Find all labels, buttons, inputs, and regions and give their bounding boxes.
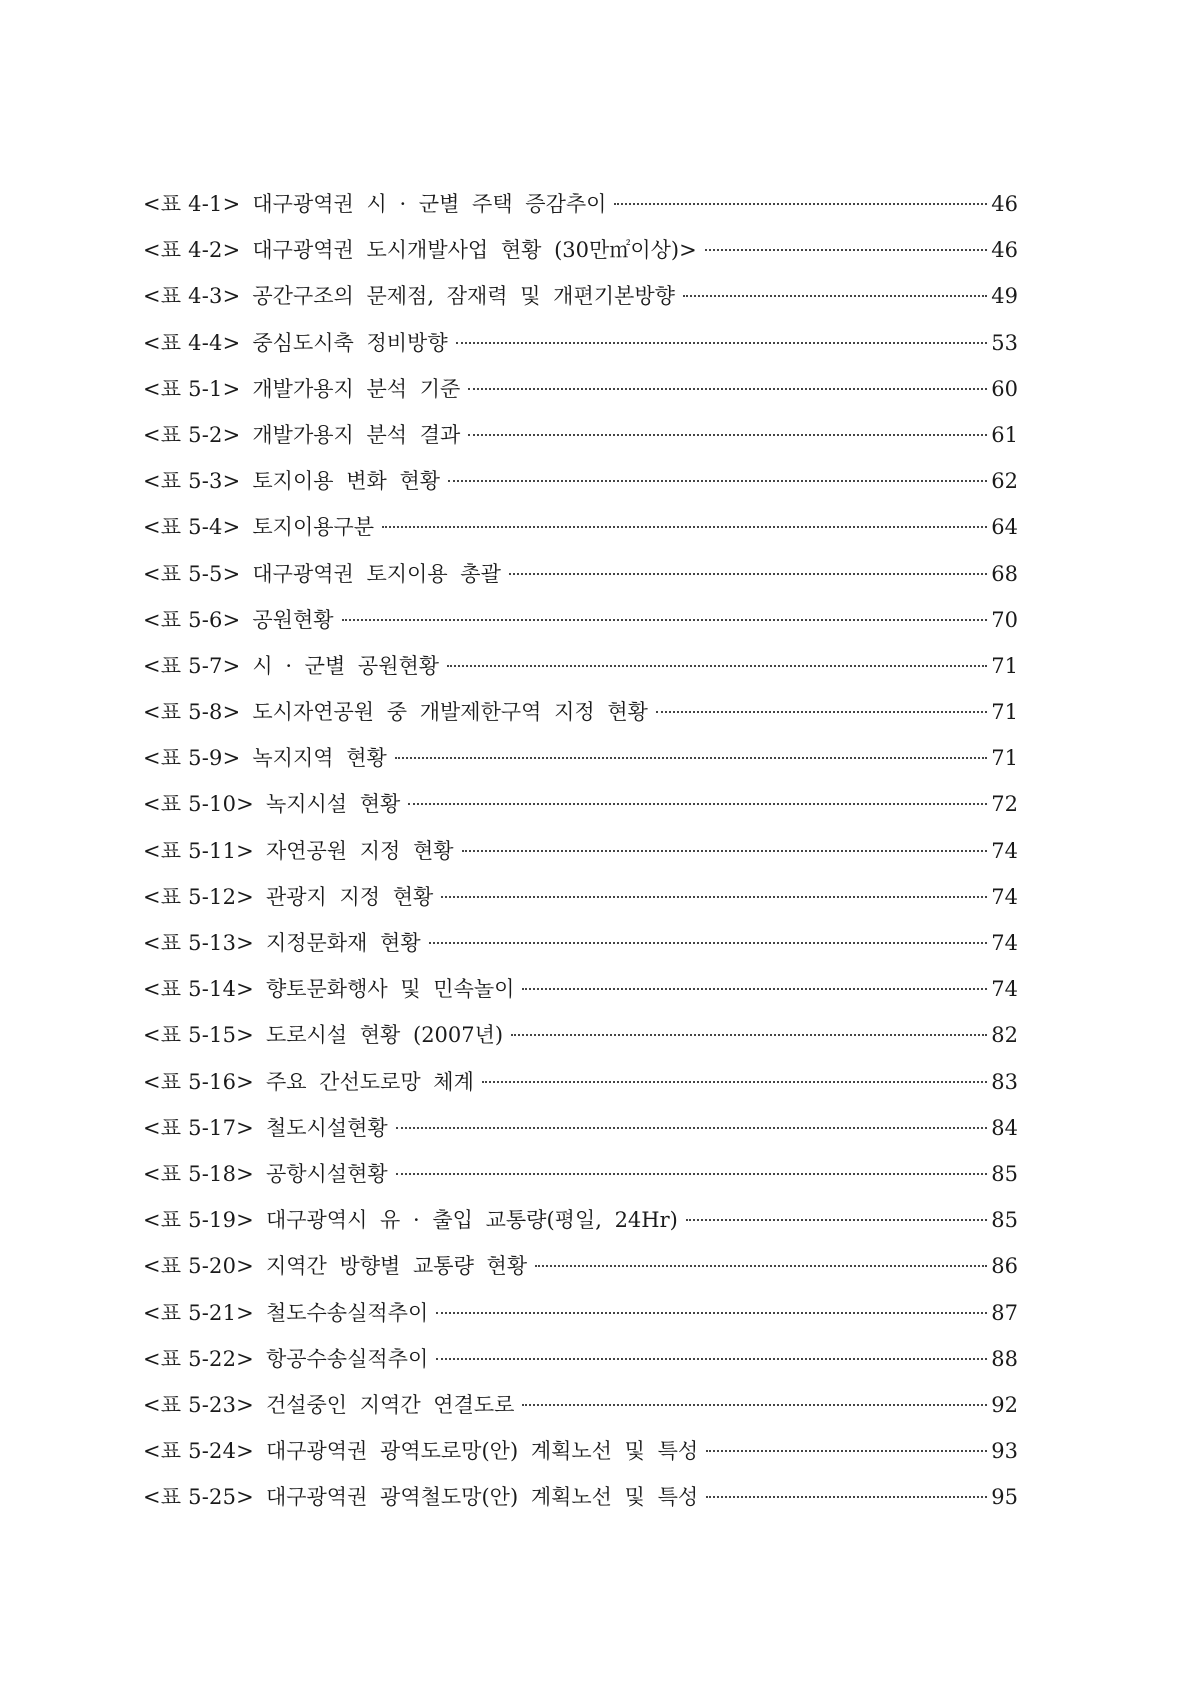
- toc-entry[interactable]: [143, 1113, 1018, 1159]
- toc-entry-page-number: 64: [991, 515, 1018, 540]
- toc-entry-label: <표 4-1>: [143, 192, 241, 216]
- toc-entry-title: 철도수송실적추이: [265, 1300, 429, 1325]
- toc-entry[interactable]: [143, 1390, 1018, 1436]
- toc-entry[interactable]: [143, 789, 1018, 835]
- toc-entry[interactable]: [143, 836, 1018, 882]
- toc-entry[interactable]: [143, 928, 1018, 974]
- toc-entry-page-number: 46: [991, 238, 1018, 263]
- toc-entry[interactable]: [143, 374, 1018, 420]
- toc-entry-title: 자연공원 지정 현황: [265, 838, 454, 863]
- dot-leader: [462, 850, 988, 852]
- toc-entry-label: <표 4-4>: [143, 330, 241, 355]
- toc-entry-page-number: 74: [991, 884, 1018, 909]
- toc-entry-label: <표 5-14>: [143, 977, 254, 1002]
- toc-entry-label: <표 5-3>: [143, 469, 241, 494]
- toc-entry-page-number: 46: [991, 192, 1018, 216]
- toc-entry-label: <표 5-25>: [143, 1485, 254, 1510]
- toc-entry[interactable]: [143, 882, 1018, 928]
- toc-entry-title: 토지이용 변화 현황: [252, 469, 441, 494]
- dot-leader: [705, 249, 988, 251]
- toc-entry-title: 건설중인 지역간 연결도로: [265, 1392, 515, 1417]
- dot-leader: [511, 1034, 987, 1036]
- toc-entry-page-number: 71: [991, 746, 1018, 771]
- toc-entry-page-number: 53: [991, 330, 1018, 355]
- toc-entry-title: 지정문화재 현황: [265, 931, 421, 955]
- toc-entry-title: 시 · 군별 공원현황: [252, 653, 440, 678]
- toc-entry-label: <표 5-7>: [143, 653, 241, 678]
- toc-entry[interactable]: [143, 1159, 1018, 1205]
- toc-entry[interactable]: [143, 189, 1018, 235]
- toc-entry-page-number: 49: [991, 284, 1018, 309]
- dot-leader: [395, 757, 987, 759]
- toc-entry-page-number: 82: [991, 1023, 1018, 1048]
- toc-entry[interactable]: [143, 328, 1018, 374]
- dot-leader: [396, 1173, 988, 1175]
- toc-entry[interactable]: [143, 466, 1018, 512]
- toc-entry-page-number: 83: [991, 1069, 1018, 1094]
- toc-entry-page-number: 74: [991, 838, 1018, 863]
- dot-leader: [436, 1312, 987, 1314]
- toc-entry-page-number: 93: [991, 1439, 1018, 1464]
- toc-entry-label: <표 5-8>: [143, 700, 241, 725]
- toc-entry[interactable]: [143, 974, 1018, 1020]
- toc-entry-label: <표 5-10>: [143, 792, 254, 817]
- toc-entry-page-number: 62: [991, 469, 1018, 494]
- toc-entry[interactable]: [143, 281, 1018, 327]
- toc-entry-title: 녹지시설 현황: [265, 792, 401, 817]
- toc-entry-page-number: 71: [991, 653, 1018, 678]
- toc-entry-label: <표 5-20>: [143, 1254, 254, 1279]
- dot-leader: [468, 388, 987, 390]
- toc-entry[interactable]: [143, 743, 1018, 789]
- toc-entry-page-number: 85: [991, 1161, 1018, 1186]
- dot-leader: [683, 295, 987, 297]
- toc-entry[interactable]: [143, 1251, 1018, 1297]
- toc-entry[interactable]: [143, 1205, 1018, 1251]
- toc-entry[interactable]: [143, 1067, 1018, 1113]
- toc-entry-title: 대구광역권 광역철도망(안) 계획노선 및 특성: [265, 1485, 699, 1510]
- dot-leader: [522, 1404, 987, 1406]
- dot-leader: [396, 1127, 988, 1129]
- dot-leader: [468, 434, 987, 436]
- toc-entry-page-number: 84: [991, 1115, 1018, 1140]
- toc-entry-page-number: 70: [991, 607, 1018, 632]
- toc-entry-page-number: 95: [991, 1485, 1018, 1510]
- toc-entry-title: 대구광역권 광역도로망(안) 계획노선 및 특성: [265, 1439, 699, 1464]
- toc-entry[interactable]: [143, 651, 1018, 697]
- toc-entry-label: <표 4-2>: [143, 238, 241, 263]
- toc-entry-title: 녹지지역 현황: [252, 746, 387, 771]
- dot-leader: [535, 1265, 987, 1267]
- dot-leader: [482, 1081, 987, 1083]
- toc-entry[interactable]: [143, 420, 1018, 466]
- toc-entry-page-number: 61: [991, 422, 1018, 447]
- dot-leader: [509, 573, 987, 575]
- dot-leader: [656, 711, 987, 713]
- dot-leader: [342, 619, 988, 621]
- toc-entry-page-number: 60: [991, 376, 1018, 401]
- toc-entry-label: <표 5-15>: [143, 1023, 254, 1048]
- toc-entry-title: 공간구조의 문제점, 잠재력 및 개편기본방향: [252, 284, 675, 309]
- toc-entry-title: 중심도시축 정비방향: [252, 330, 448, 355]
- table-of-contents-list: [143, 189, 1018, 1528]
- toc-entry[interactable]: [143, 235, 1018, 281]
- toc-entry[interactable]: [143, 1298, 1018, 1344]
- toc-entry-label: <표 5-12>: [143, 884, 254, 909]
- toc-entry-label: <표 5-18>: [143, 1161, 254, 1186]
- toc-entry-label: <표 5-13>: [143, 931, 254, 955]
- dot-leader: [448, 480, 987, 482]
- toc-entry-title: 토지이용구분: [252, 515, 375, 540]
- toc-entry-title: 공원현황: [252, 607, 334, 632]
- toc-entry-title: 향토문화행사 및 민속놀이: [265, 977, 515, 1002]
- toc-entry-label: <표 5-21>: [143, 1300, 254, 1325]
- toc-entry-title: 대구광역권 도시개발사업 현황 (30만㎡이상)>: [252, 238, 697, 263]
- toc-entry-page-number: 86: [991, 1254, 1018, 1279]
- toc-entry[interactable]: [143, 512, 1018, 558]
- toc-entry-label: <표 5-5>: [143, 561, 241, 586]
- toc-entry-page-number: 87: [991, 1300, 1018, 1325]
- toc-entry-page-number: 72: [991, 792, 1018, 817]
- toc-entry-page-number: 74: [991, 977, 1018, 1002]
- dot-leader: [614, 203, 987, 205]
- toc-entry[interactable]: [143, 1344, 1018, 1390]
- toc-entry-label: <표 5-23>: [143, 1392, 254, 1417]
- toc-entry-label: <표 5-17>: [143, 1115, 254, 1140]
- toc-entry-title: 개발가용지 분석 결과: [252, 422, 461, 447]
- toc-entry-page-number: 85: [991, 1208, 1018, 1233]
- toc-entry-title: 항공수송실적추이: [265, 1346, 429, 1371]
- toc-entry-title: 개발가용지 분석 기준: [252, 376, 461, 401]
- dot-leader: [706, 1450, 987, 1452]
- toc-entry-title: 철도시설현황: [265, 1115, 388, 1140]
- toc-entry[interactable]: [143, 1436, 1018, 1482]
- toc-entry[interactable]: [143, 559, 1018, 605]
- toc-entry-page-number: 68: [991, 561, 1018, 586]
- toc-entry[interactable]: [143, 605, 1018, 651]
- toc-entry-label: <표 5-11>: [143, 838, 254, 863]
- dot-leader: [408, 803, 987, 805]
- dot-leader: [706, 1496, 987, 1498]
- toc-entry-title: 주요 간선도로망 체계: [265, 1069, 474, 1094]
- toc-entry-page-number: 71: [991, 700, 1018, 725]
- toc-entry[interactable]: [143, 697, 1018, 743]
- dot-leader: [522, 988, 987, 990]
- toc-entry-label: <표 5-22>: [143, 1346, 254, 1371]
- toc-entry-title: 지역간 방향별 교통량 현황: [265, 1254, 528, 1279]
- toc-entry-title: 대구광역권 토지이용 총괄: [252, 561, 501, 586]
- toc-entry-title: 도로시설 현황 (2007년): [265, 1023, 504, 1048]
- toc-entry-title: 도시자연공원 중 개발제한구역 지정 현황: [252, 700, 648, 725]
- dot-leader: [441, 896, 987, 898]
- toc-entry-label: <표 5-4>: [143, 515, 241, 540]
- toc-entry-page-number: 74: [991, 931, 1018, 955]
- toc-entry-label: <표 5-19>: [143, 1208, 254, 1233]
- dot-leader: [382, 526, 987, 528]
- toc-entry-page-number: 92: [991, 1392, 1018, 1417]
- toc-entry-label: <표 4-3>: [143, 284, 241, 309]
- toc-entry-title: 공항시설현황: [265, 1161, 388, 1186]
- dot-leader: [447, 665, 987, 667]
- toc-entry[interactable]: [143, 1482, 1018, 1528]
- toc-entry-title: 대구광역권 시 · 군별 주택 증감추이: [252, 192, 607, 216]
- dot-leader: [429, 942, 988, 944]
- toc-entry-title: 대구광역시 유 · 출입 교통량(평일, 24Hr): [265, 1208, 678, 1233]
- toc-entry-label: <표 5-16>: [143, 1069, 254, 1094]
- toc-entry-label: <표 5-6>: [143, 607, 241, 632]
- toc-entry-label: <표 5-24>: [143, 1439, 254, 1464]
- toc-entry-label: <표 5-1>: [143, 376, 241, 401]
- toc-entry-label: <표 5-2>: [143, 422, 241, 447]
- toc-entry-title: 관광지 지정 현황: [265, 884, 434, 909]
- dot-leader: [686, 1219, 987, 1221]
- dot-leader: [456, 342, 988, 344]
- toc-entry-label: <표 5-9>: [143, 746, 241, 771]
- toc-entry[interactable]: [143, 1020, 1018, 1066]
- toc-entry-page-number: 88: [991, 1346, 1018, 1371]
- dot-leader: [436, 1358, 987, 1360]
